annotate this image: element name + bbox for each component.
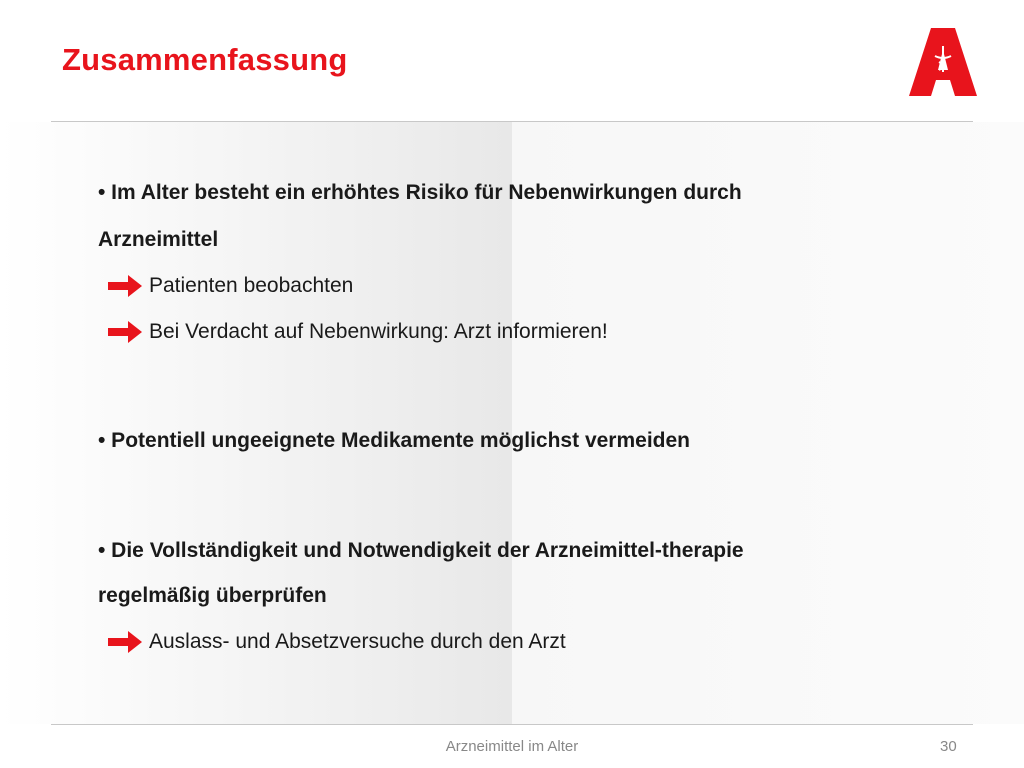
- slide-title: Zusammenfassung: [62, 42, 348, 77]
- red-arrow-icon: [108, 631, 142, 653]
- subpoint-text: Patienten beobachten: [149, 274, 354, 297]
- background-panel: [512, 122, 1024, 724]
- bullet-3-line-2: regelmäßig überprüfen: [98, 584, 327, 607]
- bullet-3-line-1: • Die Vollständigkeit und Notwendigkeit der Arzneimittel-therapie: [98, 539, 744, 562]
- bullet-3-subpoint-1: [108, 629, 566, 655]
- header-divider: [51, 121, 973, 122]
- bullet-1-subpoint-2: [108, 319, 608, 345]
- footer-divider: [51, 724, 973, 725]
- apotheke-a-logo-icon: [909, 26, 977, 96]
- footer-title: Arzneimittel im Alter: [445, 738, 579, 755]
- bullet-1-line-2: Arzneimittel: [98, 228, 219, 251]
- bullet-1-line-1: • Im Alter besteht ein erhöhtes Risiko für Nebenwirkungen durch: [98, 181, 742, 204]
- bullet-2-line-1: • Potentiell ungeeignete Medikamente möglichst vermeiden: [98, 429, 690, 452]
- page-number: 30: [940, 738, 957, 755]
- red-arrow-icon: [108, 321, 142, 343]
- subpoint-text: Bei Verdacht auf Nebenwirkung: Arzt informieren!: [149, 320, 608, 343]
- subpoint-text: Auslass- und Absetzversuche durch den Arzt: [149, 630, 566, 653]
- red-arrow-icon: [108, 275, 142, 297]
- bullet-1-subpoint-1: [108, 273, 353, 299]
